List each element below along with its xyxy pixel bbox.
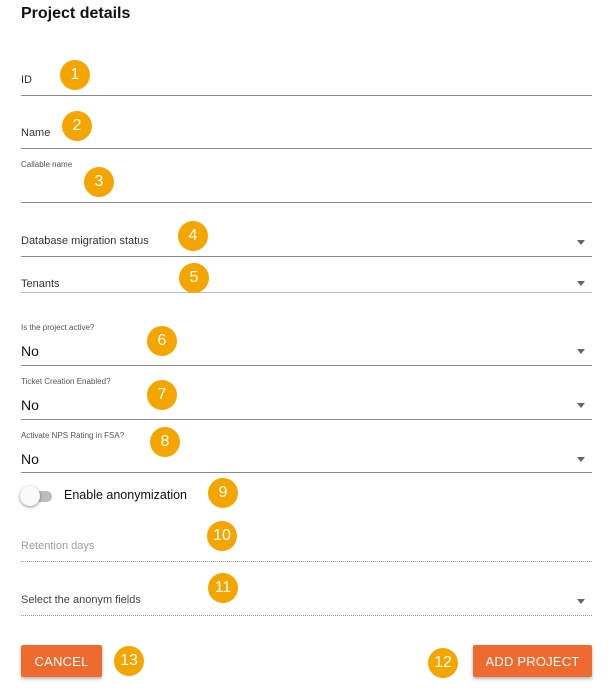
annotation-badge-9: 9: [208, 478, 238, 508]
anonym-fields-underline: [21, 615, 592, 616]
retention-days-label: Retention days: [21, 540, 95, 552]
chevron-down-icon: [577, 403, 585, 408]
retention-days-underline: [21, 561, 592, 562]
chevron-down-icon: [577, 349, 585, 354]
page-title: Project details: [21, 5, 131, 22]
annotation-badge-5: 5: [179, 263, 209, 293]
ticket-creation-value: No: [21, 397, 39, 413]
annotation-badge-3: 3: [84, 167, 114, 197]
anonymization-label: Enable anonymization: [64, 488, 187, 502]
annotation-badge-7: 7: [147, 380, 177, 410]
cancel-button[interactable]: CANCEL: [21, 645, 102, 677]
project-active-underline: [21, 365, 592, 366]
db-migration-status-label: Database migration status: [21, 235, 149, 247]
ticket-creation-underline: [21, 419, 592, 420]
db-migration-status-underline: [21, 256, 592, 257]
nps-rating-value: No: [21, 451, 39, 467]
tenants-label: Tenants: [21, 278, 60, 290]
nps-rating-label: Activate NPS Rating in FSA?: [21, 431, 125, 440]
annotation-badge-10: 10: [207, 521, 237, 551]
project-active-label: Is the project active?: [21, 323, 95, 332]
anonym-fields-label: Select the anonym fields: [21, 594, 141, 606]
add-project-button[interactable]: ADD PROJECT: [473, 645, 592, 677]
annotation-badge-11: 11: [208, 573, 238, 603]
annotation-badge-4: 4: [178, 221, 208, 251]
id-underline: [21, 95, 592, 96]
chevron-down-icon: [577, 281, 585, 286]
callable-name-label: Callable name: [21, 160, 73, 169]
id-label: ID: [21, 74, 32, 86]
tenants-underline: [21, 292, 592, 293]
chevron-down-icon: [577, 457, 585, 462]
annotation-badge-2: 2: [62, 111, 92, 141]
annotation-badge-1: 1: [60, 60, 90, 90]
chevron-down-icon: [577, 240, 585, 245]
annotation-badge-6: 6: [147, 326, 177, 356]
toggle-thumb[interactable]: [20, 486, 40, 506]
annotation-badge-13: 13: [114, 646, 144, 676]
ticket-creation-label: Ticket Creation Enabled?: [21, 377, 111, 386]
nps-rating-underline: [21, 472, 592, 473]
callable-name-underline: [21, 202, 592, 203]
annotation-badge-8: 8: [150, 427, 180, 457]
name-label: Name: [21, 127, 51, 139]
name-underline: [21, 148, 592, 149]
chevron-down-icon: [577, 599, 585, 604]
annotation-badge-12: 12: [428, 648, 458, 678]
project-active-value: No: [21, 343, 39, 359]
